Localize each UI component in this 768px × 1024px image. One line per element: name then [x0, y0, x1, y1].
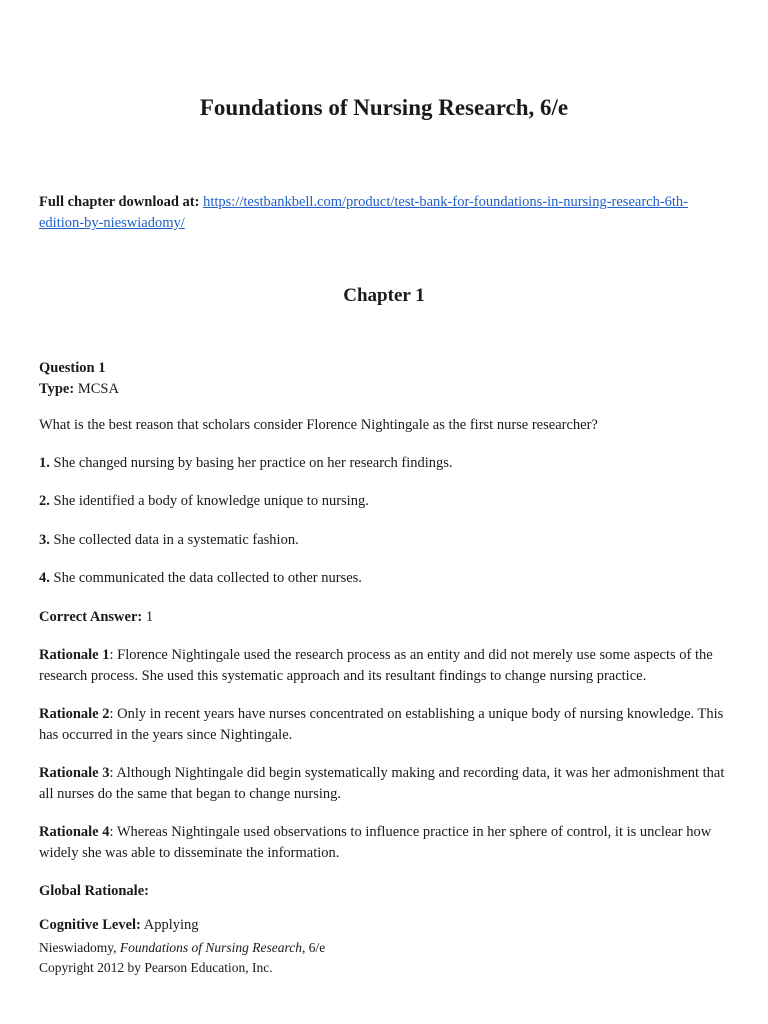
answer-option	[39, 568, 729, 589]
question-type	[39, 379, 729, 400]
cognitive-level-value: Applying	[143, 917, 199, 933]
answer-option	[39, 530, 729, 551]
rationale-label: Rationale 3	[39, 765, 110, 781]
footer-author: Nieswiadomy,	[39, 940, 120, 955]
chapter-heading: Chapter 1	[343, 285, 425, 306]
footer-edition: , 6/e	[302, 940, 326, 955]
rationale-text: : Florence Nightingale used the research process as an entity and did not merely use some aspects of the research process. She used this systematic approach and its resultant findings to change nursing practice.	[39, 647, 713, 684]
question-number: Question 1	[39, 360, 106, 376]
option-number: 2.	[39, 493, 50, 509]
option-text: She identified a body of knowledge unique to nursing.	[53, 493, 369, 509]
footer-book-title: Foundations of Nursing Research	[119, 940, 302, 955]
cognitive-level	[39, 915, 729, 936]
rationale	[39, 645, 729, 686]
rationale-text: : Although Nightingale did begin systematically making and recording data, it was her admonishment that all nurses do the same that began to change nursing.	[39, 765, 725, 802]
option-text: She communicated the data collected to other nurses.	[53, 570, 362, 586]
footer-citation	[39, 938, 729, 958]
answer-option	[39, 453, 729, 474]
option-number: 4.	[39, 570, 50, 586]
type-label: Type:	[39, 380, 75, 397]
footer-copyright: Copyright 2012 by Pearson Education, Inc.	[39, 959, 273, 975]
correct-answer-label: Correct Answer:	[39, 609, 143, 625]
cognitive-level-label: Cognitive Level:	[39, 917, 141, 933]
rationale	[39, 704, 729, 745]
rationale-label: Rationale 1	[39, 647, 110, 663]
option-text: She collected data in a systematic fashion.	[53, 532, 299, 548]
download-link[interactable]: https://testbankbell.com/product/test-bank-for-foundations-in-nursing-research-6th-edition-by-nieswiadomy/	[39, 194, 689, 231]
rationale	[39, 822, 729, 863]
option-text: She changed nursing by basing her practice on her research findings.	[53, 455, 453, 471]
rationale-label: Rationale 4	[39, 824, 110, 840]
type-value: MCSA	[77, 380, 119, 397]
rationale	[39, 763, 729, 804]
download-label: Full chapter download at:	[39, 194, 200, 210]
page-footer	[39, 938, 729, 977]
answer-option	[39, 491, 729, 512]
option-number: 1.	[39, 455, 50, 471]
document-title: Foundations of Nursing Research, 6/e	[199, 95, 569, 120]
question-header	[39, 358, 729, 399]
rationale-text: : Only in recent years have nurses concentrated on establishing a unique body of nursing knowledge. This has occurred in the years since Nightingale.	[39, 706, 724, 743]
rationale-text: : Whereas Nightingale used observations to influence practice in her sphere of control, it is unclear how widely she was able to disseminate the information.	[39, 824, 712, 861]
question-stem: What is the best reason that scholars consider Florence Nightingale as the first nurse researcher?	[39, 417, 598, 433]
correct-answer	[39, 607, 729, 628]
rationale-label: Rationale 2	[39, 706, 110, 722]
option-number: 3.	[39, 532, 50, 548]
global-rationale-label: Global Rationale:	[39, 883, 149, 899]
download-line	[39, 192, 729, 234]
correct-answer-value: 1	[145, 609, 154, 625]
